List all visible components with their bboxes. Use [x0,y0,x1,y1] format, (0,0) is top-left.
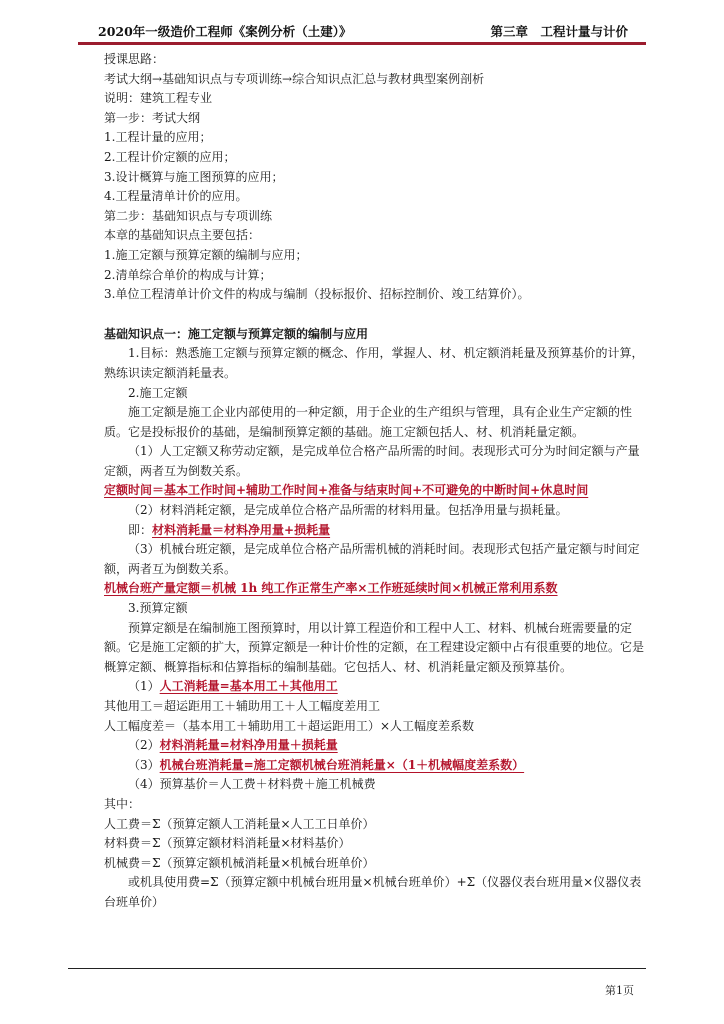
formula-material: 材料消耗量＝材料净用量+损耗量 [152,522,331,537]
intro-line: 3.单位工程清单计价文件的构成与编制（投标报价、招标控制价、竣工结算价）。 [104,287,530,302]
page-header [78,16,646,40]
formula-paragraph: 或机具使用费=Σ（预算定额中机械台班用量×机械台班单价）+Σ（仪器仪表台班用量×仪器仪表台班单价） [104,875,642,909]
section-heading: 基础知识点一：施工定额与预算定额的编制与应用 [104,326,369,341]
formula-prefix: （3） [128,757,160,772]
formula-prefix: （1） [128,679,160,694]
formula-machine-consumption: 机械台班消耗量=施工定额机械台班消耗量×（1＋机械幅度差系数） [159,757,525,772]
document-body [104,50,648,913]
formula-line: 其他用工＝超运距用工＋辅助用工＋人工幅度差用工 [104,699,381,713]
intro-line: 第一步：考试大纲 [104,110,201,125]
subsection-title: 2.施工定额 [128,385,188,400]
formula-machine: 机械台班产量定额＝机械 1h 纯工作正常生产率×工作班延续时间×机械正常利用系数 [104,581,558,596]
footer-divider [68,968,646,969]
intro-line: 2.工程计价定额的应用； [104,149,236,164]
intro-line: 说明：建筑工程专业 [104,91,213,106]
formula-line: 材料费＝Σ（预算定额材料消耗量×材料基价） [104,836,351,851]
intro-line: 2.清单综合单价的构成与计算； [104,267,272,282]
formula-labor: 人工消耗量=基本用工＋其他用工 [159,679,338,694]
formula-line: 人工幅度差＝（基本用工＋辅助用工＋超运距用工）×人工幅度差系数 [104,718,475,733]
goal-paragraph: 1.目标：熟悉施工定额与预算定额的概念、作用，掌握人、材、机定额消耗量及预算基价的计算，熟练识读定额消耗量表。 [104,346,644,380]
intro-line: 第二步：基础知识点与专项训练 [104,208,273,223]
paragraph: （1）人工定额又称劳动定额，是完成单位合格产品所需的时间。表现形式可分为时间定额与产量定额，两者互为倒数关系。 [104,444,640,478]
page-number: 第1页 [605,984,634,997]
formula-line: 人工费＝Σ（预算定额人工消耗量×人工工日单价） [104,816,375,831]
header-divider [78,42,646,45]
formula-line: 机械费＝Σ（预算定额机械消耗量×机械台班单价） [104,855,375,870]
formula-time: 定额时间＝基本工作时间+辅助工作时间+准备与结束时间+不可避免的中断时间+休息时间 [104,483,589,498]
intro-line: 1.工程计量的应用； [104,130,212,145]
formula-prefix: （2） [128,738,160,753]
subsection-title: 3.预算定额 [128,601,188,616]
book-title: 2020年一级造价工程师《案例分析（土建）》 [98,24,352,39]
chapter-title: 第三章 工程计量与计价 [490,24,628,39]
intro-line: 本章的基础知识点主要包括： [104,228,261,243]
formula-line: （4）预算基价＝人工费＋材料费＋施工机械费 [128,777,376,792]
intro-line: 1.施工定额与预算定额的编制与应用； [104,247,308,262]
intro-line: 4.工程量清单计价的应用。 [104,189,248,204]
formula-material-consumption: 材料消耗量=材料净用量＋损耗量 [159,738,338,753]
intro-line: 考试大纲→基础知识点与专项训练→综合知识点汇总与教材典型案例剖析 [104,71,485,86]
paragraph: （2）材料消耗定额，是完成单位合格产品所需的材料用量。包括净用量与损耗量。 [128,503,568,518]
paragraph: 预算定额是在编制施工图预算时，用以计算工程造价和工程中人工、材料、机械台班需要量的定额。它是施工定额的扩大，预算定额是一种计价性的定额，在工程建设定额中占有很重要的地位。它是概算定额、概算指标和估算指标的编制基础。它包括人、材、机消耗量定额及预算基价。 [104,620,645,674]
intro-line: 3.设计概算与施工图预算的应用； [104,169,284,184]
formula-prefix: 即： [128,522,153,537]
paragraph: （3）机械台班定额，是完成单位合格产品所需机械的消耗时间。表现形式包括产量定额与时间定额，两者互为倒数关系。 [104,542,640,576]
paragraph: 施工定额是施工企业内部使用的一种定额，用于企业的生产组织与管理，具有企业生产定额的性质。它是投标报价的基础，是编制预算定额的基础。施工定额包括人、材、机消耗量定额。 [104,405,633,439]
formula-line: 其中： [104,796,141,811]
intro-line: 授课思路： [104,52,165,66]
